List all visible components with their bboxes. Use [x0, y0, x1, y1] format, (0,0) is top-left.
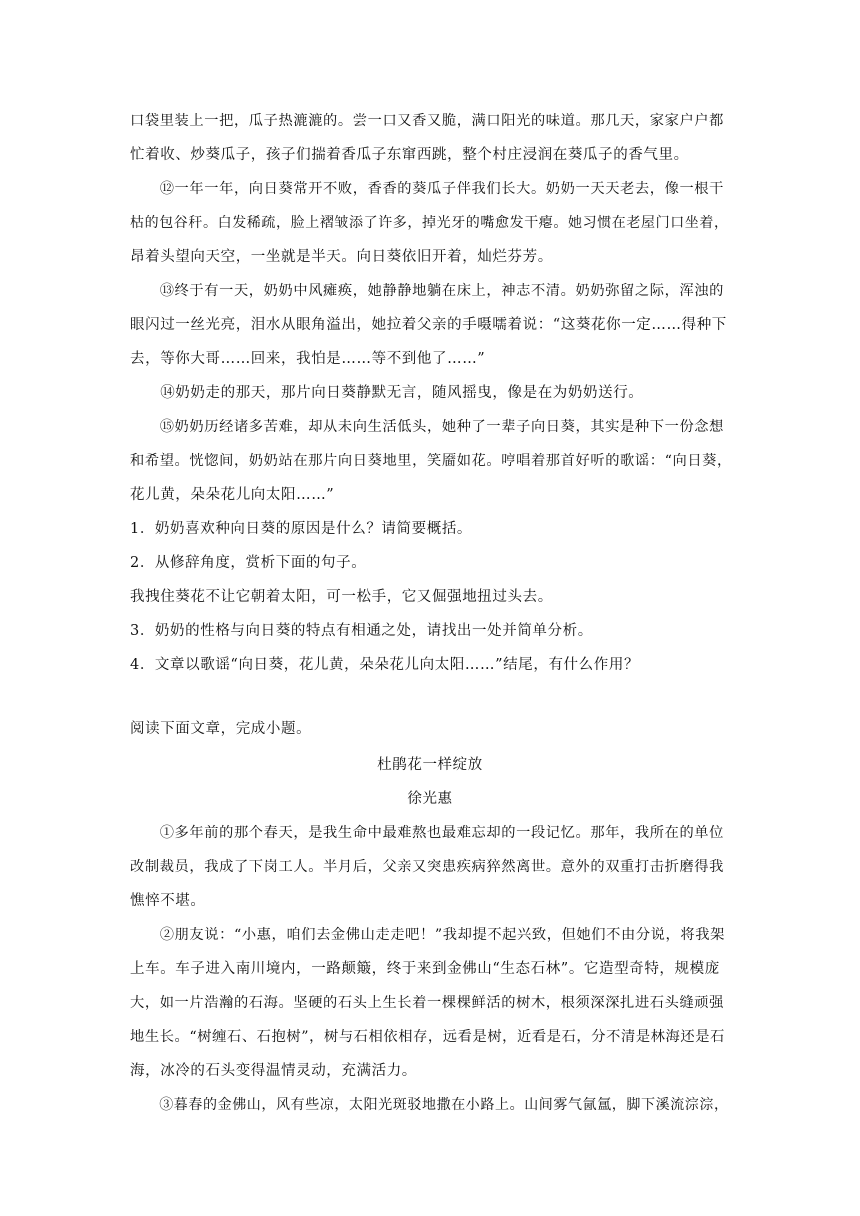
article-title: 杜鹃花一样绽放: [377, 757, 483, 773]
question-1: 1．奶奶喜欢种向日葵的原因是什么？请简要概括。: [130, 521, 473, 537]
reading-instruction: 阅读下面文章，完成小题。: [130, 721, 312, 737]
text-line: 地生长。“树缠石、石抱树”，树与石相依相存，远看是树，近看是石，分不清是林海还是石: [130, 1029, 725, 1045]
text-line: 改制裁员，我成了下岗工人。半月后，父亲又突患疾病猝然离世。意外的双重打击折磨得我: [130, 859, 725, 875]
text-line: 去，等你大哥……回来，我怕是……等不到他了……”: [130, 351, 486, 367]
text-line: 上车。车子进入南川境内，一路颠簸，终于来到金佛山“生态石林”。它造型奇特，规模庞: [130, 961, 720, 977]
paragraph-12: ⑫一年一年，向日葵常开不败，香香的葵瓜子伴我们长大。奶奶一天天老去，像一根干: [130, 181, 725, 197]
text-line: 眼闪过一丝光亮，泪水从眼角溢出，她拉着父亲的手嗫嚅着说：“这葵花你一定……得种下: [130, 317, 727, 333]
paragraph-14: ⑭奶奶走的那天，那片向日葵静默无言，随风摇曳，像是在为奶奶送行。: [130, 385, 644, 401]
paragraph-15: ⑮奶奶历经诸多苦难，却从未向生活低头，她种了一辈子向日葵，其实是种下一份念想: [130, 419, 725, 435]
text-line: 口袋里装上一把，瓜子热漉漉的。尝一口又香又脆，满口阳光的味道。那几天，家家户户都: [130, 113, 725, 129]
text-line: 枯的包谷秆。白发稀疏，脸上褶皱添了许多，掉光牙的嘴愈发干瘪。她习惯在老屋门口坐着，: [130, 215, 729, 231]
question-2-sentence: 我拽住葵花不让它朝着太阳，可一松手，它又倔强地扭过头去。: [130, 589, 553, 605]
text-line: 昂着头望向天空，一坐就是半天。向日葵依旧开着，灿烂芬芳。: [130, 249, 553, 265]
text-line: 花儿黄，朵朵花儿向太阳……”: [130, 487, 335, 503]
question-4: 4．文章以歌谣“向日葵，花儿黄，朵朵花儿向太阳……”结尾，有什么作用？: [130, 657, 640, 673]
paragraph-3: ③暮春的金佛山，风有些凉，太阳光斑驳地撒在小路上。山间雾气氤氲，脚下溪流淙淙，: [130, 1097, 729, 1113]
paragraph-13: ⑬终于有一天，奶奶中风瘫痪，她静静地躺在床上，神志不清。奶奶弥留之际，浑浊的: [130, 283, 725, 299]
text-line: 憔悴不堪。: [130, 893, 206, 909]
text-line: 大，如一片浩瀚的石海。坚硬的石头上生长着一棵棵鲜活的树木，根须深深扎进石头缝顽强: [130, 995, 725, 1011]
text-line: 忙着收、炒葵瓜子，孩子们揣着香瓜子东窜西跳，整个村庄浸润在葵瓜子的香气里。: [130, 147, 689, 163]
text-line: 和希望。恍惚间，奶奶站在那片向日葵地里，笑靥如花。哼唱着那首好听的歌谣：“向日葵，: [130, 453, 732, 469]
text-line: 海，冰冷的石头变得温情灵动，充满活力。: [130, 1063, 417, 1079]
question-2: 2．从修辞角度，赏析下面的句子。: [130, 555, 367, 571]
paragraph-1: ①多年前的那个春天，是我生命中最难熬也最难忘却的一段记忆。那年，我所在的单位: [130, 825, 725, 841]
paragraph-2: ②朋友说：“小惠，咱们去金佛山走走吧！”我却提不起兴致，但她们不由分说，将我架: [130, 927, 725, 943]
article-author: 徐光惠: [407, 791, 453, 807]
question-3: 3．奶奶的性格与向日葵的特点有相通之处，请找出一处并简单分析。: [130, 623, 593, 639]
